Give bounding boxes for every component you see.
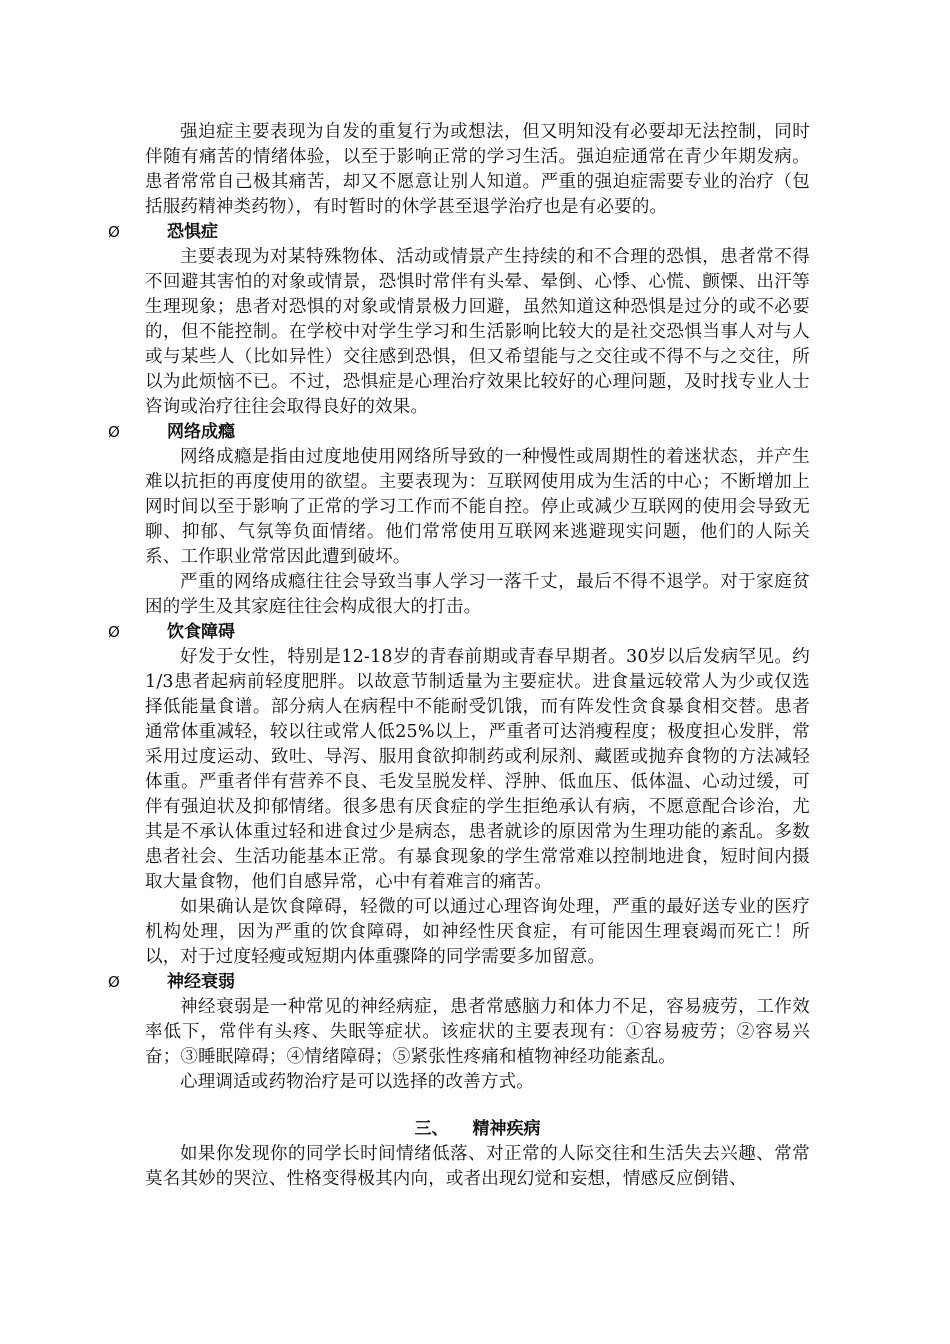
section-title: 网络成瘾 — [167, 422, 235, 442]
section-title: 神经衰弱 — [167, 972, 235, 992]
section-title: 饮食障碍 — [167, 622, 235, 642]
section-paragraph: 心理调适或药物治疗是可以选择的改善方式。 — [180, 1072, 534, 1092]
chapter-number: 三、 — [414, 1119, 449, 1139]
section-paragraph: 好发于女性，特别是12-18岁的青春前期或青春早期者。30岁以后发病罕见。约1/3患者起病前轻度肥胖。以故意节制适量为主要症状。进食量远较常人为少或仅选择低能量食谱。部分病人在病程中不能耐受饥饿，而有阵发性贪食暴食相交替。患者通常体重减轻，较以往或常人低25%以上，严重者可达消瘦程度；极度担心发胖，常采用过度运动、致吐、导泻、服用食欲抑制药或利尿剂、藏匿或抛弃食物的方法减轻体重。严重者伴有营养不良、毛发呈脱发样、浮肿、低血压、低体温、心动过缓，可伴有强迫状及抑郁情绪。很多患有厌食症的学生拒绝承认有病，不愿意配合诊治，尤其是不承认体重过轻和进食过少是病态，患者就诊的原因常为生理功能的紊乱。多数患者社会、生活功能基本正常。有暴食现象的学生常常难以控制地进食，短时间内摄取大量食物，他们自感异常，心中有着难言的痛苦。 — [145, 647, 810, 892]
section-paragraph: 网络成瘾是指由过度地使用网络所导致的一种慢性或周期性的着迷状态，并产生难以抗拒的再度使用的欲望。主要表现为：互联网使用成为生活的中心；不断增加上网时间以至于影响了正常的学习工作而不能自控。停止或减少互联网的使用会导致无聊、抑郁、气氛等负面情绪。他们常常使用互联网来逃避现实问题，他们的人际关系、工作职业常常因此遭到破坏。 — [145, 447, 810, 567]
section-heading-phobia — [108, 220, 810, 245]
chapter-title: 精神疾病 — [472, 1119, 541, 1139]
chapter-paragraph: 如果你发现你的同学长时间情绪低落、对正常的人际交往和生活失去兴趣、常常莫名其妙的哭泣、性格变得极其内向，或者出现幻觉和妄想，情感反应倒错、 — [145, 1144, 810, 1189]
section-paragraph: 严重的网络成瘾往往会导致当事人学习一落千丈，最后不得不退学。对于家庭贫困的学生及其家庭往往会构成很大的打击。 — [145, 572, 810, 617]
bullet-icon: Ø — [108, 623, 120, 641]
chapter-heading — [145, 1117, 810, 1142]
bullet-icon: Ø — [108, 973, 120, 991]
section-paragraph: 神经衰弱是一种常见的神经病症，患者常感脑力和体力不足，容易疲劳，工作效率低下，常伴有头疼、失眠等症状。该症状的主要表现有：①容易疲劳；②容易兴奋；③睡眠障碍；④情绪障碍；⑤紧张性疼痛和植物神经功能紊乱。 — [145, 997, 810, 1067]
section-paragraph: 如果确认是饮食障碍，轻微的可以通过心理咨询处理，严重的最好送专业的医疗机构处理，因为严重的饮食障碍，如神经性厌食症，有可能因生理衰竭而死亡！所以，对于过度轻瘦或短期内体重骤降的同学需要多加留意。 — [145, 897, 810, 967]
section-title: 恐惧症 — [167, 222, 218, 242]
section-heading-internet-addiction — [108, 420, 810, 445]
section-heading-eating-disorder — [108, 620, 810, 645]
document-body — [108, 120, 810, 1192]
bullet-icon: Ø — [108, 423, 120, 441]
bullet-icon: Ø — [108, 223, 120, 241]
section-heading-neurasthenia — [108, 970, 810, 995]
intro-paragraph: 强迫症主要表现为自发的重复行为或想法，但又明知没有必要却无法控制，同时伴随有痛苦的情绪体验，以至于影响正常的学习生活。强迫症通常在青少年期发病。患者常常自己极其痛苦，却又不愿意让别人知道。严重的强迫症需要专业的治疗（包括服药精神类药物），有时暂时的休学甚至退学治疗也是有必要的。 — [145, 122, 810, 217]
section-paragraph: 主要表现为对某特殊物体、活动或情景产生持续的和不合理的恐惧，患者常不得不回避其害怕的对象或情景，恐惧时常伴有头晕、晕倒、心悸、心慌、颤慄、出汗等生理现象；患者对恐惧的对象或情景极力回避，虽然知道这种恐惧是过分的或不必要的，但不能控制。在学校中对学生学习和生活影响比较大的是社交恐惧当事人对与人或与某些人（比如异性）交往感到恐惧，但又希望能与之交往或不得不与之交往，所以为此烦恼不已。不过，恐惧症是心理治疗效果比较好的心理问题，及时找专业人士咨询或治疗往往会取得良好的效果。 — [145, 247, 810, 417]
